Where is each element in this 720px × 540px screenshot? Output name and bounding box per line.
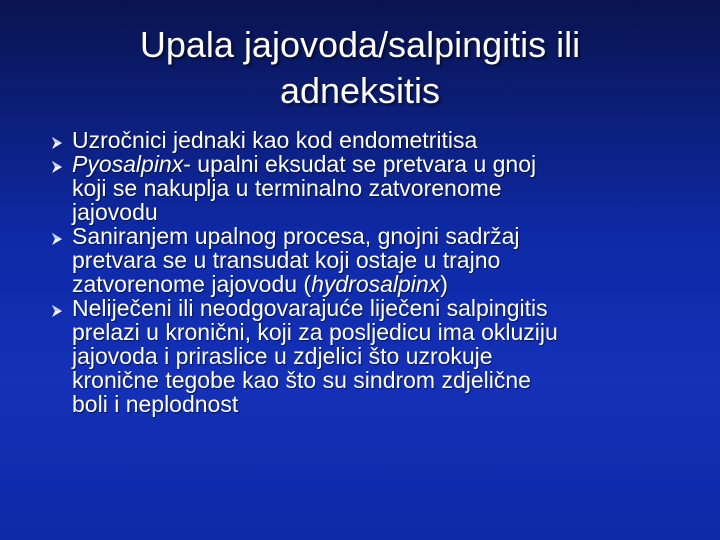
bullet-text-3 (72, 224, 690, 296)
bullet-1-line-1: Uzročnici jednaki kao kod endometritisa (72, 127, 478, 153)
arrow-bullet-icon (50, 136, 64, 150)
title-line-2: adneksitis (279, 70, 441, 111)
arrow-bullet-icon (50, 232, 64, 246)
bullet-3-line-3-start: zatvorenome jajovodu ( (72, 271, 312, 297)
bullet-3-line-3-end: ) (440, 271, 448, 297)
bullet-4-line-5: boli i neplodnost (72, 391, 239, 417)
bullet-3-line-1: Saniranjem upalnog procesa, gnojni sadržaj (72, 223, 520, 249)
bullet-2-line-1 (72, 152, 690, 176)
bullet-2-line-3: jajovodu (72, 199, 158, 225)
bullet-3-line-3 (72, 272, 690, 296)
bullet-text-2 (72, 152, 690, 224)
arrow-bullet-icon (50, 160, 64, 174)
title-line-1: Upala jajovoda/salpingitis ili (139, 24, 581, 65)
slide-title (40, 22, 680, 114)
pyosalpinx-term: Pyosalpinx (72, 151, 184, 177)
bullet-4-line-4: kronične tegobe kao što su sindrom zdjelične (72, 367, 531, 393)
bullet-item-2 (50, 152, 690, 224)
bullet-item-4 (50, 296, 690, 416)
bullet-text-4 (72, 296, 690, 416)
bullet-list (50, 128, 690, 416)
bullet-item-1 (50, 128, 690, 152)
bullet-2-line-2: koji se nakuplja u terminalno zatvorenome (72, 175, 502, 201)
bullet-2-line-1-rest: - upalni eksudat se pretvara u gnoj (183, 151, 537, 177)
bullet-3-line-2: pretvara se u transudat koji ostaje u trajno (72, 247, 501, 273)
bullet-text-1 (72, 128, 690, 152)
bullet-4-line-2: prelazi u kronični, koji za posljedicu ima okluziju (72, 319, 558, 345)
hydrosalpinx-term: hydrosalpinx (311, 271, 441, 297)
bullet-4-line-1: Neliječeni ili neodgovarajuće liječeni salpingitis (72, 295, 548, 321)
arrow-bullet-icon (50, 304, 64, 318)
bullet-item-3 (50, 224, 690, 296)
bullet-4-line-3: jajovoda i priraslice u zdjelici što uzrokuje (72, 343, 493, 369)
